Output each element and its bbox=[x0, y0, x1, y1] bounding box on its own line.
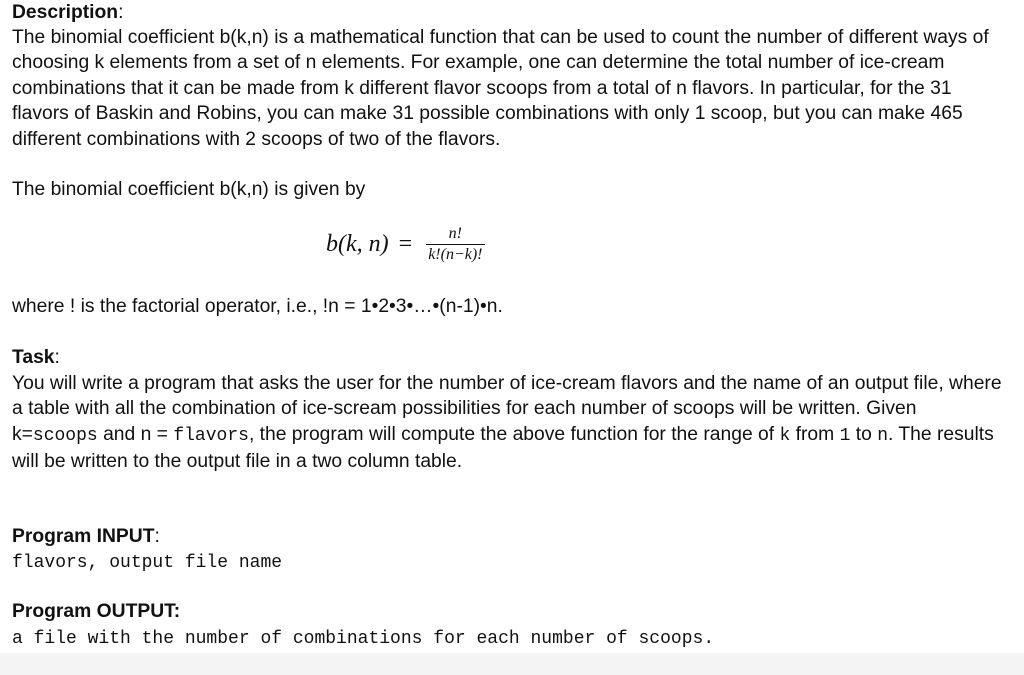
code-flavors: flavors bbox=[173, 425, 249, 446]
program-input-heading-label: Program INPUT bbox=[12, 526, 155, 547]
program-output-heading: Program OUTPUT: bbox=[12, 601, 181, 622]
description-paragraph-2: The binomial coefficient b(k,n) is given by bbox=[12, 179, 366, 200]
program-input-heading bbox=[12, 524, 160, 549]
code-scoops: scoops bbox=[32, 425, 98, 446]
code-k: k bbox=[779, 425, 791, 446]
task-text-2: and n = bbox=[97, 423, 174, 445]
task-paragraph bbox=[12, 371, 1002, 475]
formula-fraction bbox=[426, 225, 484, 264]
description-paragraph-1: The binomial coefficient b(k,n) is a mathematical function that can be used to count the number of different ways of choosing k elements from a set of n elements. For example, one can determine the total number of ice-cream combinations that it can be made from k different flavor scoops from a total of n flavors. In particular, for the 31 flavors of Baskin and Robins, you can make 31 possible combinations with only 1 scoop, but you can make 465 different combinations with 2 scoops of two of the flavors. bbox=[12, 27, 989, 150]
binomial-formula bbox=[326, 225, 485, 264]
program-output-value: a file with the number of combinations for each number of scoops. bbox=[12, 629, 715, 649]
task-heading bbox=[12, 345, 60, 370]
task-text-3: , the program will compute the above function for the range of bbox=[248, 423, 780, 445]
formula-lhs: b(k, n) bbox=[326, 231, 389, 257]
task-heading-colon: : bbox=[54, 347, 60, 368]
task-text-6: . The results will be written to the output file in a two column table. bbox=[12, 423, 994, 473]
program-input-heading-colon: : bbox=[154, 526, 160, 547]
formula-equals: = bbox=[398, 231, 413, 257]
description-heading bbox=[12, 0, 123, 25]
code-1: 1 bbox=[839, 425, 851, 446]
task-text-5: to bbox=[850, 423, 878, 445]
formula-numerator: n! bbox=[448, 225, 462, 242]
bottom-strip bbox=[0, 653, 1024, 675]
code-n: n bbox=[877, 425, 888, 446]
description-heading-colon: : bbox=[118, 2, 124, 23]
task-text-1: You will write a program that asks the user for the number of ice-cream flavors and the name of an output file, where a table with all the combination of ice-scream possibilities for each number of scoops will be written. Given k= bbox=[12, 373, 1002, 445]
task-text-4: from bbox=[790, 423, 840, 445]
formula-denominator: k!(n−k)! bbox=[428, 246, 483, 263]
program-input-value: flavors, output file name bbox=[12, 553, 283, 573]
factorial-definition: where ! is the factorial operator, i.e., !n = 1•2•3•…•(n-1)•n. bbox=[12, 296, 503, 317]
task-heading-label: Task bbox=[12, 347, 55, 368]
description-heading-label: Description bbox=[12, 2, 119, 23]
